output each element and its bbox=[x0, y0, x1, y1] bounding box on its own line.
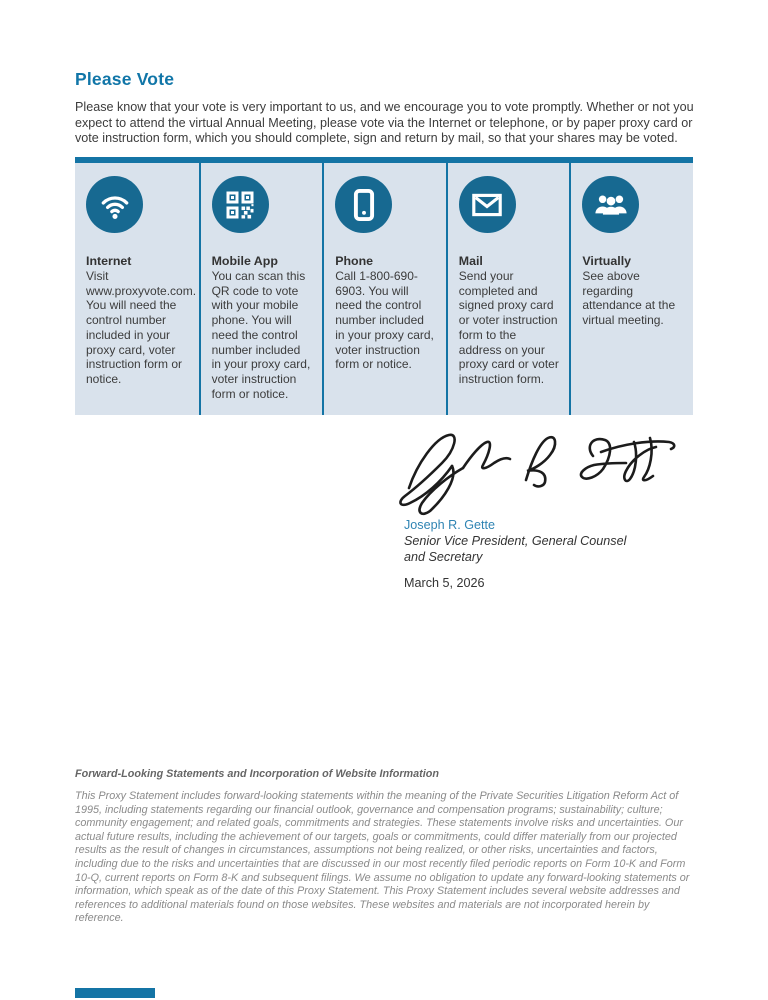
forward-looking-heading: Forward-Looking Statements and Incorporation of Website Information bbox=[75, 768, 439, 780]
signer-title-line2: and Secretary bbox=[404, 549, 483, 564]
signature-date: March 5, 2026 bbox=[404, 576, 485, 590]
vote-method-mobile-app bbox=[199, 163, 323, 415]
intro-paragraph: Please know that your vote is very important to us, and we encourage you to vote promptly. Whether or not you expect to attend the virtual Annual Meeting, please vote via the Internet or telephone, or by paper proxy card or vote instruction form, which you should complete, sign and return by mail, so that your shares may be voted. bbox=[75, 100, 694, 146]
vote-method-text: Call 1-800-690-6903. You will need the control number included in your proxy card, voter instruction form or notice. bbox=[335, 269, 434, 372]
signature-block bbox=[404, 518, 694, 590]
vote-method-text: Visit www.proxyvote.com. You will need the control number included in your proxy card, voter instruction form or notice. bbox=[86, 269, 197, 386]
qr-code-icon bbox=[212, 176, 269, 233]
vote-method-mail bbox=[446, 163, 570, 415]
vote-method-phone bbox=[322, 163, 446, 415]
vote-method-label: Mail bbox=[458, 254, 483, 268]
forward-looking-body: This Proxy Statement includes forward-looking statements within the meaning of the Private Securities Litigation Reform Act of 1995, including statements regarding our financial outlook, governance and compensation programs; sustainability; culture; community engagement; and related goals, commitments and strategies. These statements involve risks and uncertainties. Our actual future results, including the achievement of our targets, goals or commitments, could differ materially from our projected results as the result of changes in circumstances, assumptions not being realized, or other risks, uncertainties and factors, including due to the risks and uncertainties that are discussed in our most recently filed periodic reports on Form 10-K and Form 10-Q, current reports on Form 8-K and subsequent filings. We assume no obligation to update any forward-looking statements or information, which speak as of the date of this Proxy Statement. This Proxy Statement includes several website addresses and references to additional materials found on those websites. These websites and materials are not incorporated herein by reference. bbox=[75, 790, 690, 925]
wifi-icon bbox=[86, 176, 143, 233]
people-icon bbox=[582, 176, 639, 233]
vote-method-label: Internet bbox=[86, 254, 132, 268]
vote-method-internet bbox=[75, 163, 199, 415]
vote-method-label: Phone bbox=[335, 254, 374, 268]
footer-accent-bar bbox=[75, 988, 155, 998]
signer-title-line1: Senior Vice President, General Counsel bbox=[404, 534, 627, 548]
vote-method-text: You can scan this QR code to vote with your mobile phone. You will need the control number included in your proxy card, voter instruction form or notice. bbox=[211, 269, 311, 401]
page-title: Please Vote bbox=[75, 69, 175, 89]
signature-image bbox=[395, 424, 695, 516]
forward-looking-section bbox=[75, 768, 697, 926]
vote-method-text: Send your completed and signed proxy card or voter instruction form to the address on your proxy card or voter instruction form. bbox=[458, 269, 559, 386]
vote-method-label: Virtually bbox=[582, 254, 632, 268]
signer-name: Joseph R. Gette bbox=[404, 518, 496, 532]
vote-method-label: Mobile App bbox=[211, 254, 278, 268]
smartphone-icon bbox=[335, 176, 392, 233]
envelope-icon bbox=[459, 176, 516, 233]
vote-method-virtually bbox=[569, 163, 693, 415]
vote-methods-panel bbox=[75, 157, 693, 415]
vote-method-text: See above regarding attendance at the virtual meeting. bbox=[582, 269, 676, 328]
